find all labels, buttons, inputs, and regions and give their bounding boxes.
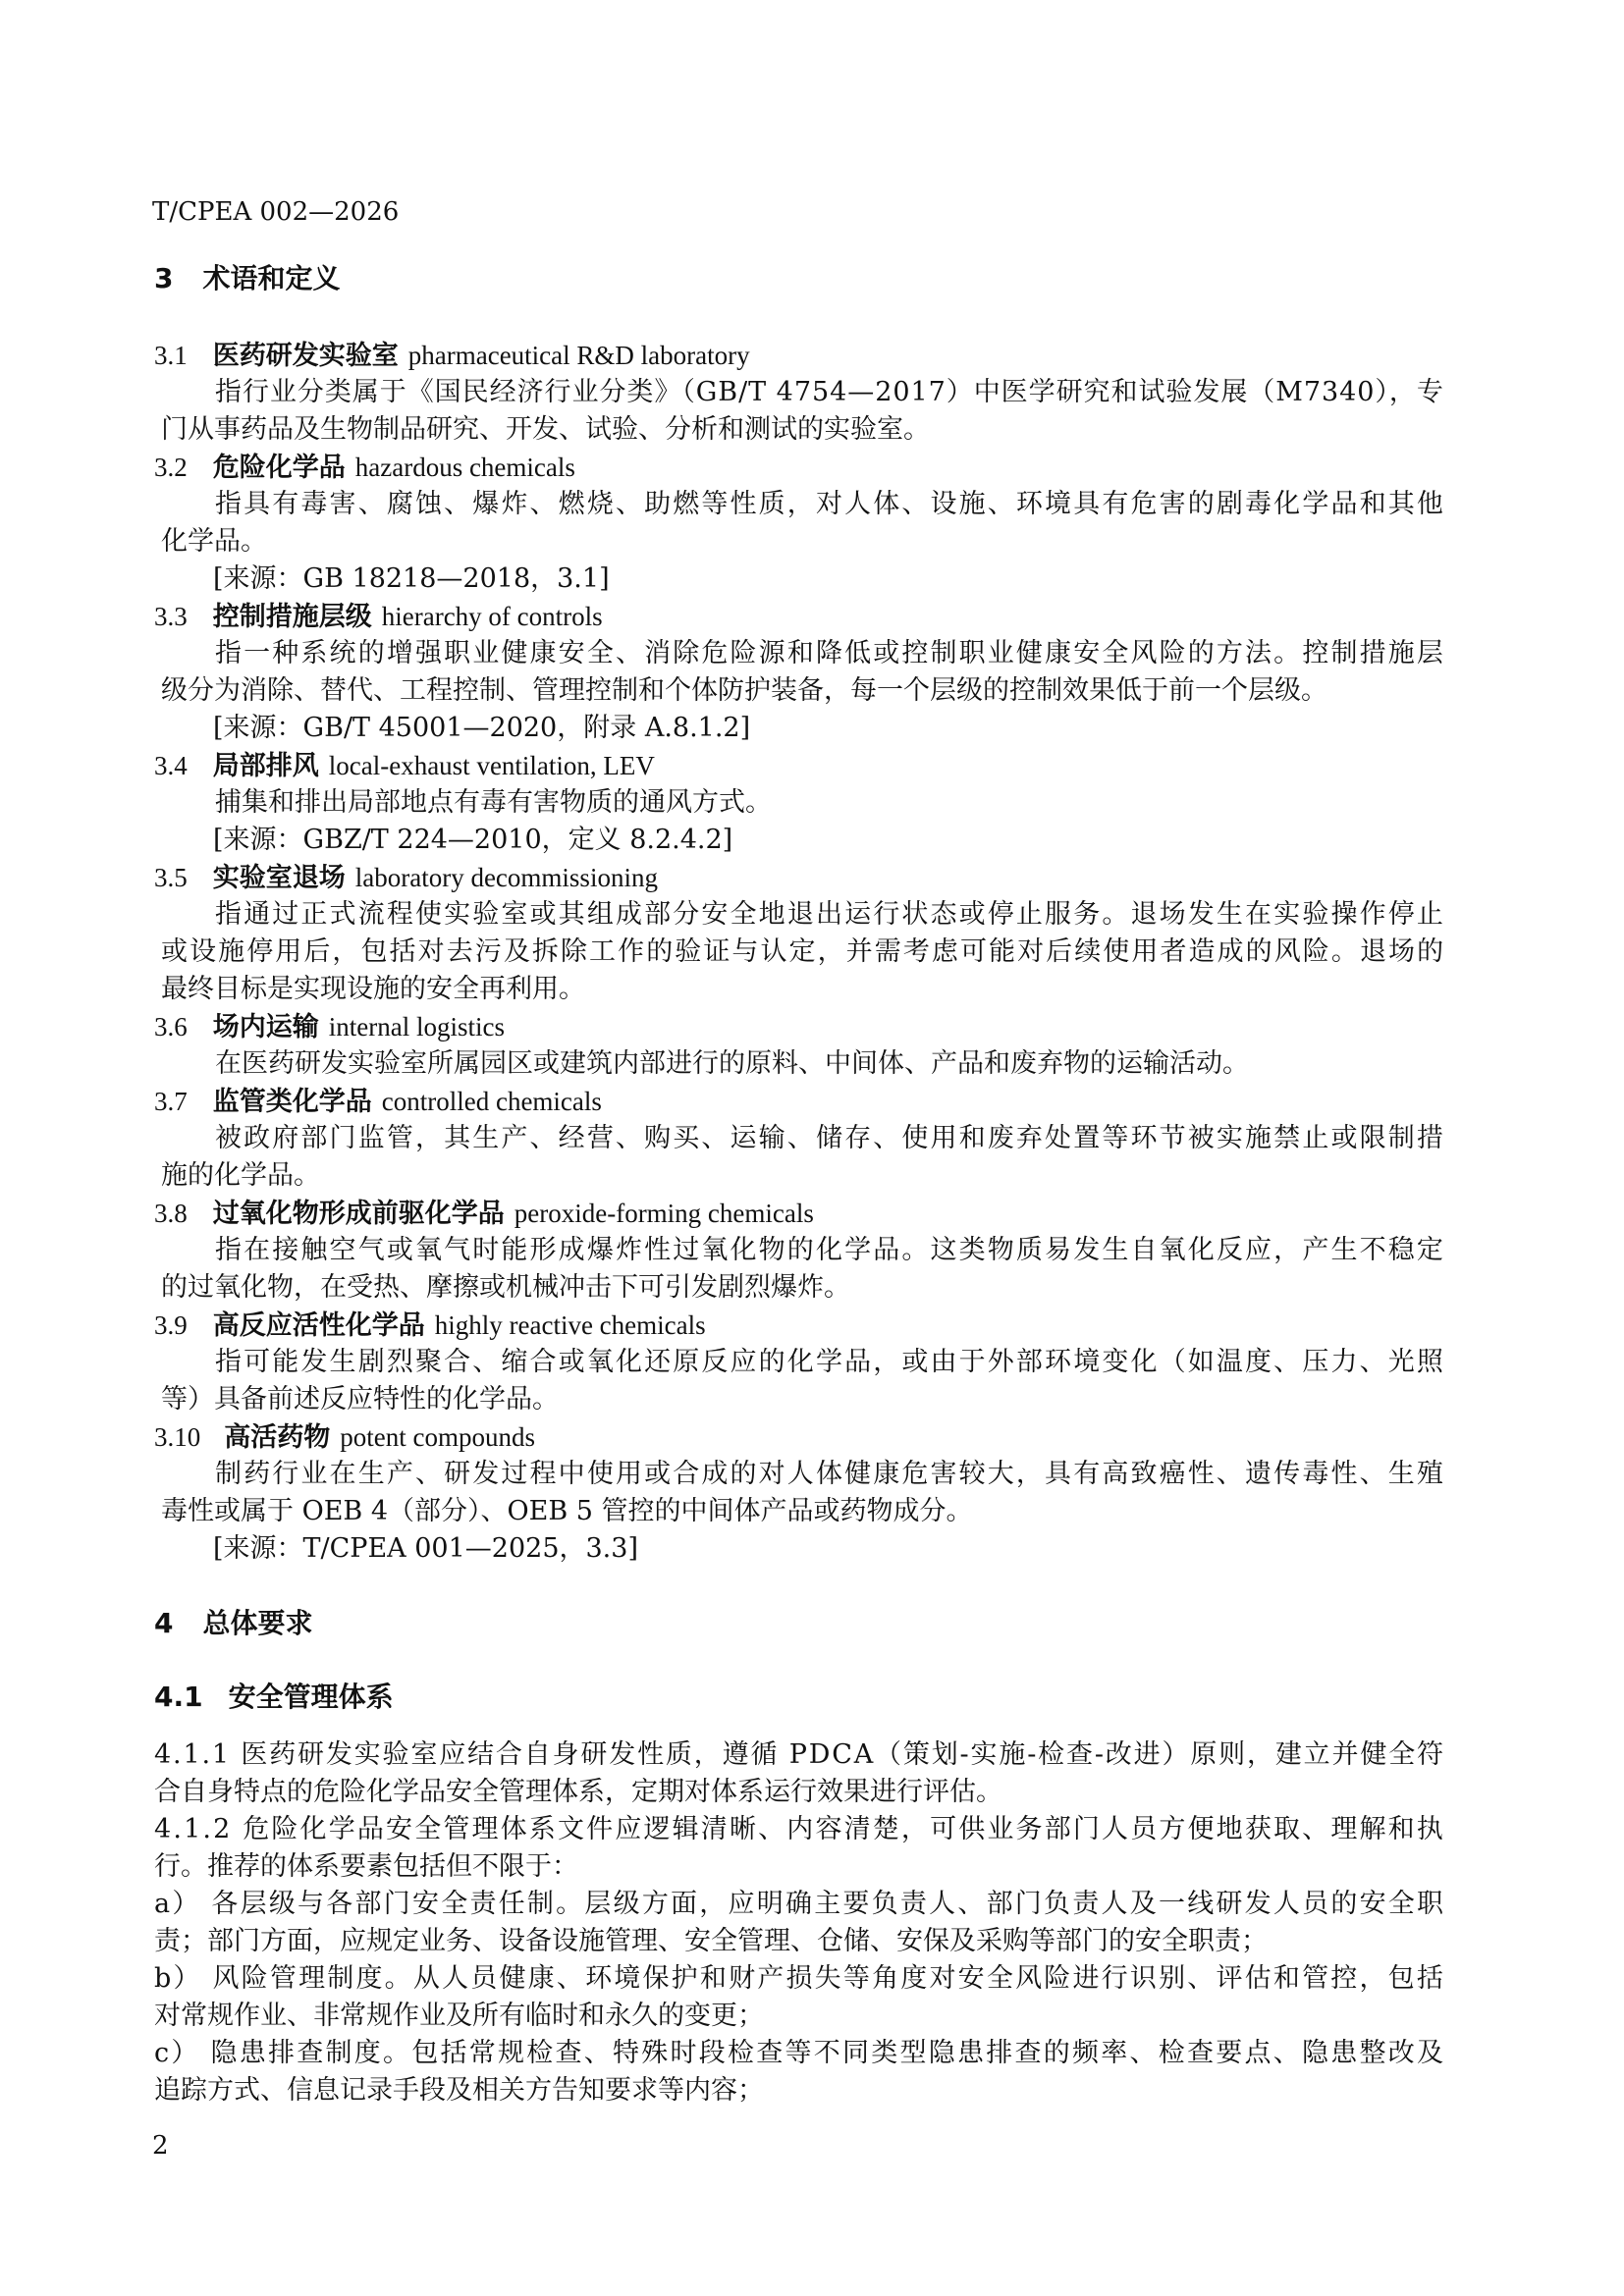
term-3-6-heading	[154, 1009, 505, 1045]
term-3-5-heading	[154, 860, 658, 896]
page-number: 2	[152, 2131, 169, 2161]
section-title: 总体要求	[202, 1607, 313, 1639]
term-3-7-heading	[154, 1084, 602, 1120]
term-definition-line: 制药行业在生产、研发过程中使用或合成的对人体健康危害较大，具有高致癌性、遗传毒性、生殖	[215, 1459, 1446, 1489]
term-3-1-heading	[154, 338, 750, 374]
term-definition-line: 或设施停用后，包括对去污及拆除工作的验证与认定，并需考虑可能对后续使用者造成的风险。退场的	[161, 936, 1446, 967]
term-english: hierarchy of controls	[381, 602, 603, 631]
list-item-line: c） 隐患排查制度。包括常规检查、特殊时段检查等不同类型隐患排查的频率、检查要点、隐患整改及	[154, 2038, 1446, 2068]
term-source: [来源：GB/T 45001—2020，附录 A.8.1.2]	[213, 713, 751, 743]
term-definition-line: 在医药研发实验室所属园区或建筑内部进行的原料、中间体、产品和废弃物的运输活动。	[215, 1048, 1249, 1079]
subsection-title: 安全管理体系	[228, 1681, 394, 1713]
paragraph-line: 4.1.2 危险化学品安全管理体系文件应逻辑清晰、内容清楚，可供业务部门人员方便地获取、理解和执	[154, 1814, 1445, 1844]
subsection-number: 4.1	[154, 1681, 203, 1713]
term-source: [来源：GBZ/T 224—2010，定义 8.2.4.2]	[213, 825, 733, 855]
term-definition-line: 施的化学品。	[161, 1160, 320, 1191]
term-number: 3.8	[154, 1199, 188, 1228]
term-3-10-heading	[154, 1419, 535, 1456]
term-number: 3.1	[154, 341, 188, 370]
term-number: 3.4	[154, 751, 188, 780]
document-header: T/CPEA 002—2026	[152, 197, 400, 227]
term-chinese: 场内运输	[212, 1012, 319, 1042]
term-chinese: 控制措施层级	[212, 602, 372, 632]
term-chinese: 监管类化学品	[212, 1087, 372, 1117]
term-number: 3.5	[154, 863, 188, 892]
section-3-heading	[154, 261, 341, 296]
section-number: 4	[154, 1607, 174, 1639]
subsection-4-1-heading	[154, 1680, 394, 1715]
term-english: peroxide-forming chemicals	[514, 1199, 814, 1228]
term-source: [来源：T/CPEA 001—2025，3.3]	[213, 1533, 638, 1564]
term-definition-line: 指在接触空气或氧气时能形成爆炸性过氧化物的化学品。这类物质易发生自氧化反应，产生不稳定	[215, 1235, 1446, 1265]
term-definition-line: 最终目标是实现设施的安全再利用。	[161, 974, 585, 1004]
list-item-line: a） 各层级与各部门安全责任制。层级方面，应明确主要负责人、部门负责人及一线研发人员的安全职	[154, 1889, 1446, 1919]
term-number: 3.3	[154, 602, 188, 631]
term-definition-line: 化学品。	[161, 526, 267, 557]
term-chinese: 局部排风	[212, 751, 319, 781]
paragraph-line: 合自身特点的危险化学品安全管理体系，定期对体系运行效果进行评估。	[154, 1777, 1002, 1807]
term-definition-line: 指具有毒害、腐蚀、爆炸、燃烧、助燃等性质，对人体、设施、环境具有危害的剧毒化学品和其他	[215, 489, 1446, 519]
list-item-line: 对常规作业、非常规作业及所有临时和永久的变更；	[154, 2001, 764, 2031]
term-number: 3.7	[154, 1087, 188, 1116]
list-item-line: 追踪方式、信息记录手段及相关方告知要求等内容；	[154, 2075, 764, 2106]
term-english: internal logistics	[328, 1012, 505, 1041]
term-definition-line: 指通过正式流程使实验室或其组成部分安全地退出运行状态或停止服务。退场发生在实验操作停止	[215, 899, 1446, 930]
section-title: 术语和定义	[202, 262, 341, 294]
term-english: pharmaceutical R&D laboratory	[407, 341, 750, 370]
term-3-3-heading	[154, 599, 603, 635]
term-definition-line: 门从事药品及生物制品研究、开发、试验、分析和测试的实验室。	[161, 414, 930, 445]
term-definition-line: 指可能发生剧烈聚合、缩合或氧化还原反应的化学品，或由于外部环境变化（如温度、压力、光照	[215, 1347, 1446, 1377]
term-english: controlled chemicals	[381, 1087, 602, 1116]
term-3-8-heading	[154, 1196, 814, 1232]
term-chinese: 过氧化物形成前驱化学品	[212, 1199, 505, 1229]
section-4-heading	[154, 1606, 313, 1641]
list-item-line: b） 风险管理制度。从人员健康、环境保护和财产损失等角度对安全风险进行识别、评估和管控，包括	[154, 1963, 1446, 1994]
term-chinese: 高活药物	[224, 1422, 331, 1453]
term-english: laboratory decommissioning	[354, 863, 658, 892]
section-number: 3	[154, 262, 174, 294]
list-item-line: 责；部门方面，应规定业务、设备设施管理、安全管理、仓储、安保及采购等部门的安全职责；	[154, 1926, 1268, 1956]
term-source: [来源：GB 18218—2018，3.1]	[213, 563, 610, 594]
term-number: 3.9	[154, 1310, 188, 1340]
paragraph-line: 4.1.1 医药研发实验室应结合自身研发性质，遵循 PDCA（策划-实施-检查-改进）原则，建立并健全符	[154, 1739, 1445, 1770]
term-definition-line: 级分为消除、替代、工程控制、管理控制和个体防护装备，每一个层级的控制效果低于前一个层级。	[161, 675, 1327, 706]
term-3-4-heading	[154, 748, 655, 784]
term-definition-line: 捕集和排出局部地点有毒有害物质的通风方式。	[215, 787, 772, 818]
term-definition-line: 被政府部门监管，其生产、经营、购买、运输、储存、使用和废弃处置等环节被实施禁止或限制措	[215, 1123, 1446, 1153]
term-definition-line: 毒性或属于 OEB 4（部分）、OEB 5 管控的中间体产品或药物成分。	[161, 1496, 973, 1526]
paragraph-line: 行。推荐的体系要素包括但不限于：	[154, 1851, 578, 1882]
term-chinese: 实验室退场	[212, 863, 346, 893]
term-english: local-exhaust ventilation, LEV	[328, 751, 655, 780]
term-number: 3.2	[154, 453, 188, 482]
term-3-9-heading	[154, 1308, 706, 1344]
term-english: highly reactive chemicals	[434, 1310, 706, 1340]
term-number: 3.10	[154, 1422, 201, 1452]
term-definition-line: 的过氧化物，在受热、摩擦或机械冲击下可引发剧烈爆炸。	[161, 1272, 850, 1303]
term-english: hazardous chemicals	[354, 453, 575, 482]
term-definition-line: 等）具备前述反应特性的化学品。	[161, 1384, 559, 1415]
term-definition-line: 指一种系统的增强职业健康安全、消除危险源和降低或控制职业健康安全风险的方法。控制措施层	[215, 638, 1446, 668]
term-definition-line: 指行业分类属于《国民经济行业分类》（GB/T 4754—2017）中医学研究和试验发展（M7340），专	[215, 377, 1444, 407]
term-chinese: 危险化学品	[212, 453, 346, 483]
term-chinese: 高反应活性化学品	[212, 1310, 425, 1341]
term-chinese: 医药研发实验室	[212, 341, 399, 371]
term-english: potent compounds	[340, 1422, 535, 1452]
term-number: 3.6	[154, 1012, 188, 1041]
term-3-2-heading	[154, 450, 575, 486]
